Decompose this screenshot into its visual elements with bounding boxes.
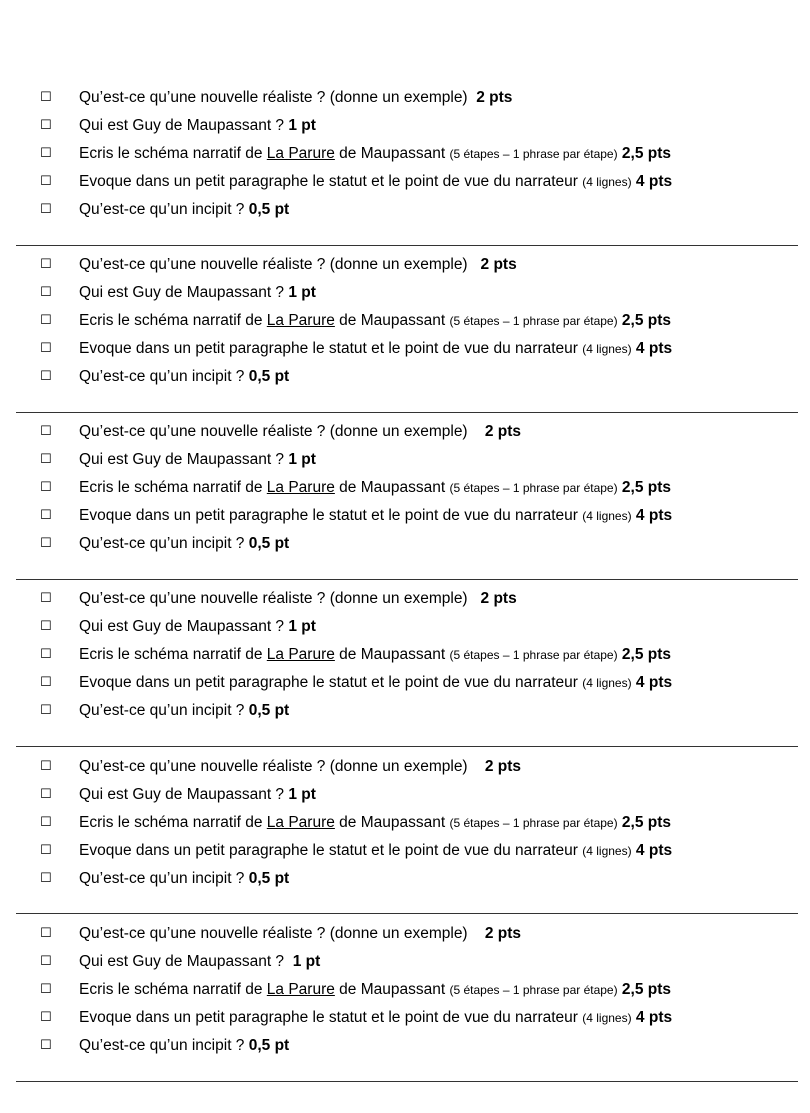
question-label: Qui est Guy de Maupassant ? [79,786,285,803]
work-title: La Parure [266,814,335,831]
gap-spacer [468,256,481,273]
points-label: 0,5 pt [248,201,290,218]
checkbox-icon[interactable]: ☐ [40,90,52,105]
question-label: Qu’est-ce qu’une nouvelle réaliste ? (donne un exemple) [79,256,468,273]
question-label: Qu’est-ce qu’une nouvelle réaliste ? (donne un exemple) [79,758,468,775]
points-label: 2 pts [476,89,513,106]
question-label: Qu’est-ce qu’une nouvelle réaliste ? (donne un exemple) [79,423,468,440]
question-row [0,476,810,500]
question-text [79,615,316,639]
question-row [0,532,810,556]
checkbox-icon[interactable]: ☐ [40,118,52,133]
instruction-note: (4 lignes) [582,676,632,690]
question-text [79,587,517,611]
question-row [0,643,810,667]
question-row [0,337,810,361]
points-label: 2 pts [480,590,517,607]
points-label: 4 pts [635,842,673,859]
checkbox-icon[interactable]: ☐ [40,1010,52,1025]
question-row [0,420,810,444]
question-text [79,1006,672,1030]
question-text [79,142,671,166]
points-label: 1 pt [288,786,316,803]
instruction-note: (5 étapes – 1 phrase par étape) [449,481,618,495]
question-label: Qu’est-ce qu’un incipit ? [79,368,245,385]
question-row [0,142,810,166]
question-row [0,253,810,277]
question-label: Qu’est-ce qu’une nouvelle réaliste ? (donne un exemple) [79,590,468,607]
question-label: Qu’est-ce qu’un incipit ? [79,702,245,719]
instruction-note: (4 lignes) [582,509,632,523]
checkbox-icon[interactable]: ☐ [40,285,52,300]
question-text [79,1034,289,1058]
gap-spacer [468,423,485,440]
checkbox-icon[interactable]: ☐ [40,619,52,634]
question-prefix: Ecris le schéma narratif de [79,646,267,663]
question-text [79,950,320,974]
question-label: Qu’est-ce qu’un incipit ? [79,201,245,218]
question-text [79,504,672,528]
question-row [0,170,810,194]
question-row [0,365,810,389]
instruction-note: (5 étapes – 1 phrase par étape) [449,147,618,161]
separator-line [16,913,798,914]
work-title: La Parure [266,312,335,329]
work-title: La Parure [266,145,335,162]
question-row [0,783,810,807]
question-text [79,643,671,667]
question-row [0,699,810,723]
question-prefix: Ecris le schéma narratif de [79,814,267,831]
instruction-note: (4 lignes) [582,175,632,189]
question-label: Qui est Guy de Maupassant ? [79,284,285,301]
gap-spacer [468,89,477,106]
points-label: 1 pt [288,618,316,635]
question-suffix: de Maupassant [334,646,450,663]
question-suffix: de Maupassant [334,479,450,496]
question-row [0,309,810,333]
work-title: La Parure [266,646,335,663]
checkbox-icon[interactable]: ☐ [40,1038,52,1053]
question-row [0,671,810,695]
question-row [0,950,810,974]
question-row [0,615,810,639]
points-label: 4 pts [635,1009,673,1026]
question-row [0,867,810,891]
gap-spacer [284,953,293,970]
instruction-note: (4 lignes) [582,1011,632,1025]
separator-line [16,245,798,246]
question-label: Qui est Guy de Maupassant ? [79,117,285,134]
question-row [0,922,810,946]
checkbox-icon[interactable]: ☐ [40,675,52,690]
question-text [79,532,289,556]
question-row [0,504,810,528]
points-label: 2,5 pts [621,814,672,831]
question-label: Qu’est-ce qu’une nouvelle réaliste ? (donne un exemple) [79,925,468,942]
checkbox-icon[interactable]: ☐ [40,424,52,439]
question-text [79,839,672,863]
checkbox-icon[interactable]: ☐ [40,815,52,830]
question-text [79,114,316,138]
question-label: Evoque dans un petit paragraphe le statut et le point de vue du narrateur [79,340,583,357]
work-title: La Parure [266,981,335,998]
separator-line [16,579,798,580]
checkbox-icon[interactable]: ☐ [40,341,52,356]
question-text [79,170,672,194]
gap-spacer [468,925,485,942]
question-row [0,448,810,472]
checkbox-icon[interactable]: ☐ [40,146,52,161]
question-prefix: Ecris le schéma narratif de [79,981,267,998]
question-label: Qui est Guy de Maupassant ? [79,618,285,635]
question-row [0,1034,810,1058]
question-label: Evoque dans un petit paragraphe le statut et le point de vue du narrateur [79,842,583,859]
checkbox-icon[interactable]: ☐ [40,703,52,718]
checkbox-icon[interactable]: ☐ [40,871,52,886]
separator-line [16,746,798,747]
work-title: La Parure [266,479,335,496]
checkbox-icon[interactable]: ☐ [40,787,52,802]
points-label: 2,5 pts [621,479,672,496]
checkbox-icon[interactable]: ☐ [40,591,52,606]
question-text [79,671,672,695]
question-row [0,114,810,138]
checkbox-icon[interactable]: ☐ [40,982,52,997]
question-text [79,867,289,891]
points-label: 2,5 pts [621,646,672,663]
instruction-note: (5 étapes – 1 phrase par étape) [449,648,618,662]
points-label: 2,5 pts [621,981,672,998]
question-prefix: Ecris le schéma narratif de [79,479,267,496]
points-label: 0,5 pt [248,368,290,385]
question-row [0,811,810,835]
question-row [0,86,810,110]
checkbox-icon[interactable]: ☐ [40,647,52,662]
question-text [79,309,671,333]
gap-spacer [468,590,481,607]
question-prefix: Ecris le schéma narratif de [79,145,267,162]
question-label: Evoque dans un petit paragraphe le statut et le point de vue du narrateur [79,674,583,691]
separator-line [16,412,798,413]
points-label: 1 pt [288,117,316,134]
question-label: Qu’est-ce qu’un incipit ? [79,1037,245,1054]
checkbox-icon[interactable]: ☐ [40,480,52,495]
points-label: 1 pt [288,284,316,301]
points-label: 4 pts [635,173,673,190]
separator-line [16,1081,798,1082]
question-text [79,281,316,305]
checkbox-icon[interactable]: ☐ [40,313,52,328]
checkbox-icon[interactable]: ☐ [40,508,52,523]
question-text [79,198,289,222]
question-row [0,839,810,863]
instruction-note: (5 étapes – 1 phrase par étape) [449,314,618,328]
question-text [79,253,517,277]
question-text [79,755,521,779]
checkbox-icon[interactable]: ☐ [40,174,52,189]
question-label: Evoque dans un petit paragraphe le statut et le point de vue du narrateur [79,173,583,190]
checkbox-icon[interactable]: ☐ [40,926,52,941]
question-text [79,699,289,723]
question-row [0,1006,810,1030]
points-label: 2,5 pts [621,145,672,162]
question-suffix: de Maupassant [334,145,450,162]
question-label: Evoque dans un petit paragraphe le statut et le point de vue du narrateur [79,507,583,524]
instruction-note: (5 étapes – 1 phrase par étape) [449,816,618,830]
points-label: 1 pt [288,451,316,468]
points-label: 4 pts [635,507,673,524]
points-label: 0,5 pt [248,1037,290,1054]
points-label: 4 pts [635,340,673,357]
question-text [79,86,512,110]
question-label: Qu’est-ce qu’un incipit ? [79,870,245,887]
question-row [0,198,810,222]
instruction-note: (4 lignes) [582,342,632,356]
question-suffix: de Maupassant [334,981,450,998]
question-row [0,281,810,305]
points-label: 2 pts [484,423,522,440]
question-suffix: de Maupassant [334,814,450,831]
question-label: Qui est Guy de Maupassant ? [79,953,285,970]
question-text [79,476,671,500]
question-label: Qu’est-ce qu’une nouvelle réaliste ? (donne un exemple) [79,89,468,106]
question-prefix: Ecris le schéma narratif de [79,312,267,329]
question-text [79,420,521,444]
question-label: Evoque dans un petit paragraphe le statut et le point de vue du narrateur [79,1009,578,1026]
points-label: 0,5 pt [248,535,290,552]
gap-spacer [468,758,485,775]
checkbox-icon[interactable]: ☐ [40,843,52,858]
instruction-note: (4 lignes) [582,844,632,858]
checkbox-icon[interactable]: ☐ [40,202,52,217]
points-label: 2 pts [484,758,522,775]
question-text [79,811,671,835]
points-label: 2 pts [480,256,517,273]
question-text [79,448,316,472]
checkbox-icon[interactable]: ☐ [40,954,52,969]
question-suffix: de Maupassant [334,312,450,329]
question-label: Qui est Guy de Maupassant ? [79,451,285,468]
checkbox-icon[interactable]: ☐ [40,759,52,774]
question-label: Qu’est-ce qu’un incipit ? [79,535,245,552]
question-row [0,978,810,1002]
points-label: 0,5 pt [248,870,290,887]
question-row [0,755,810,779]
question-text [79,365,289,389]
checkbox-icon[interactable]: ☐ [40,369,52,384]
question-text [79,922,521,946]
instruction-note: (5 étapes – 1 phrase par étape) [449,983,618,997]
question-text [79,978,671,1002]
points-label: 4 pts [635,674,673,691]
points-label: 2,5 pts [621,312,672,329]
checkbox-icon[interactable]: ☐ [40,536,52,551]
question-text [79,337,672,361]
points-label: 1 pt [292,953,321,970]
question-row [0,587,810,611]
points-label: 0,5 pt [248,702,290,719]
checkbox-icon[interactable]: ☐ [40,257,52,272]
checkbox-icon[interactable]: ☐ [40,452,52,467]
points-label: 2 pts [484,925,522,942]
question-text [79,783,316,807]
